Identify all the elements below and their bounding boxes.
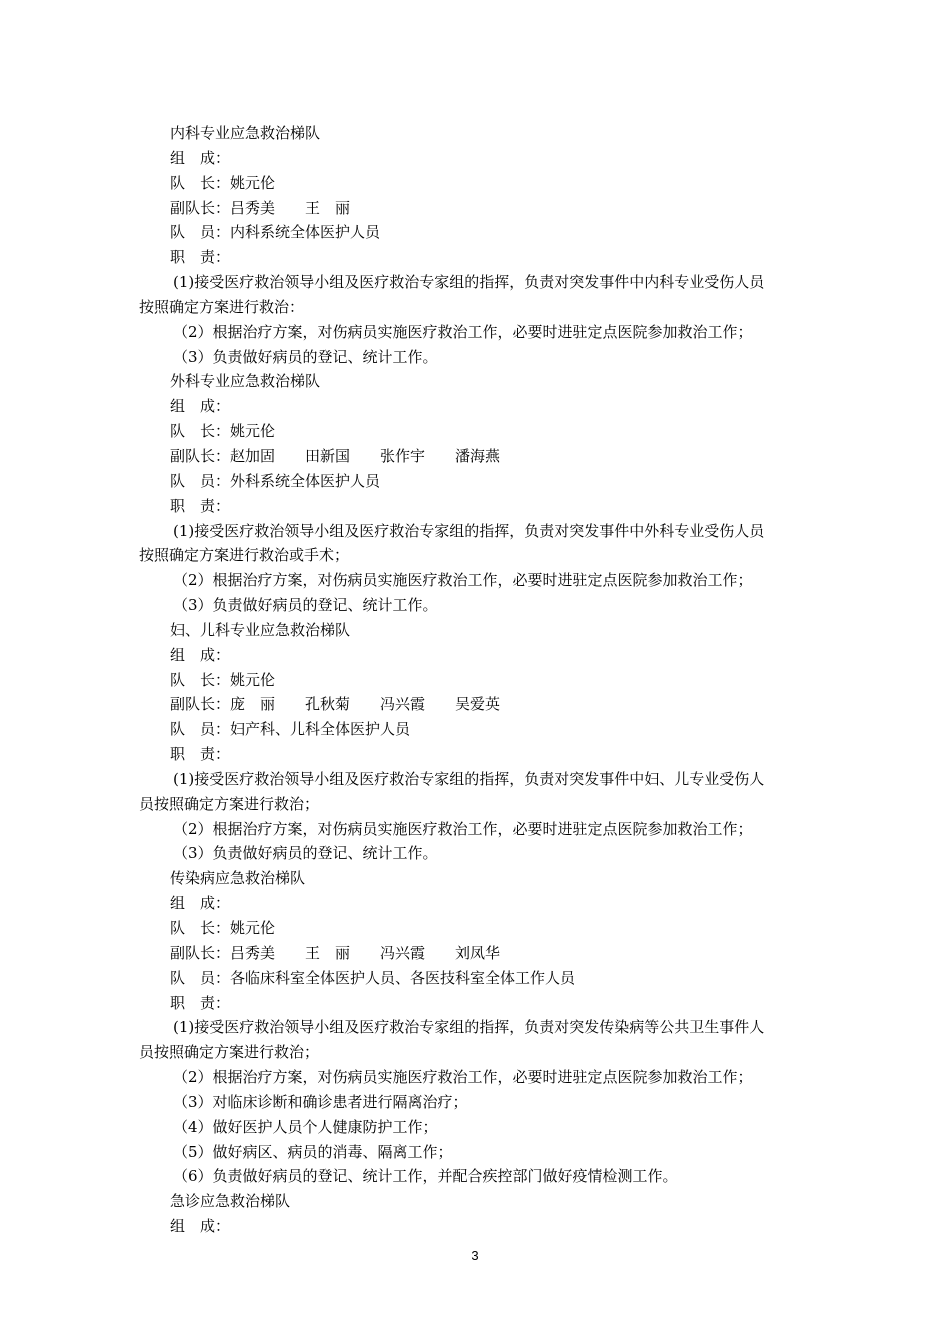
text-line: 外科专业应急救治梯队 xyxy=(170,372,321,391)
text-line: 副队长：吕秀美 王 丽 xyxy=(170,198,351,217)
text-line: （2）根据治疗方案，对伤病员实施医疗救治工作，必要时进驻定点医院参加救治工作； xyxy=(173,571,753,590)
text-line: （5）做好病区、病员的消毒、隔离工作； xyxy=(173,1142,453,1161)
text-line: 副队长：庞 丽 孔秋菊 冯兴霞 吴爱英 xyxy=(170,695,501,714)
text-line: 队 长：姚元伦 xyxy=(170,422,276,441)
text-line: 副队长：赵加固 田新国 张作宇 潘海燕 xyxy=(170,446,501,465)
text-line: 队 员：各临床科室全体医护人员、各医技科室全体工作人员 xyxy=(170,968,576,987)
text-line: (1)接受医疗救治领导小组及医疗救治专家组的指挥，负责对突发事件中妇、儿专业受伤人 xyxy=(173,769,765,788)
text-line: 员按照确定方案进行救治； xyxy=(139,794,320,813)
text-line: （3）负责做好病员的登记、统计工作。 xyxy=(173,844,438,863)
text-line: 队 员：妇产科、儿科全体医护人员 xyxy=(170,720,411,739)
text-line: （3）负责做好病员的登记、统计工作。 xyxy=(173,596,438,615)
document-body xyxy=(137,121,837,1239)
text-line: 按照确定方案进行救治： xyxy=(139,297,305,316)
text-line: （3）负责做好病员的登记、统计工作。 xyxy=(173,347,438,366)
text-line: (1)接受医疗救治领导小组及医疗救治专家组的指挥，负责对突发事件中外科专业受伤人员 xyxy=(173,521,765,540)
text-line: 队 长：姚元伦 xyxy=(170,173,276,192)
text-line: 队 长：姚元伦 xyxy=(170,919,276,937)
text-line: 职 责： xyxy=(170,496,231,515)
text-line: 妇、儿科专业应急救治梯队 xyxy=(170,620,351,639)
text-line: 职 责： xyxy=(170,248,231,267)
text-line: （3）对临床诊断和确诊患者进行隔离治疗； xyxy=(173,1092,468,1111)
text-line: 传染病应急救治梯队 xyxy=(170,869,306,888)
text-line: 职 责： xyxy=(170,745,231,764)
text-line: 按照确定方案进行救治或手术； xyxy=(139,546,350,565)
text-line: 组 成： xyxy=(170,148,231,167)
text-line: （6）负责做好病员的登记、统计工作，并配合疾控部门做好疫情检测工作。 xyxy=(173,1167,678,1186)
text-line: （2）根据治疗方案，对伤病员实施医疗救治工作，必要时进驻定点医院参加救治工作； xyxy=(173,1068,753,1087)
text-line: 急诊应急救治梯队 xyxy=(170,1192,291,1211)
text-line: （2）根据治疗方案，对伤病员实施医疗救治工作，必要时进驻定点医院参加救治工作； xyxy=(173,819,753,838)
text-line: 队 长：姚元伦 xyxy=(170,670,276,689)
text-line: 副队长：吕秀美 王 丽 冯兴霞 刘凤华 xyxy=(170,943,501,962)
text-line: (1)接受医疗救治领导小组及医疗救治专家组的指挥，负责对突发传染病等公共卫生事件人 xyxy=(173,1018,765,1037)
text-line: 组 成： xyxy=(170,894,231,913)
text-line: （4）做好医护人员个人健康防护工作； xyxy=(173,1117,438,1136)
text-line: 组 成： xyxy=(170,1217,231,1236)
text-line: 员按照确定方案进行救治； xyxy=(139,1043,320,1062)
text-line: 内科专业应急救治梯队 xyxy=(170,124,321,142)
text-line: 职 责： xyxy=(170,993,231,1012)
text-line: 队 员：外科系统全体医护人员 xyxy=(170,471,381,490)
page-number: 3 xyxy=(471,1248,479,1263)
text-line: 队 员：内科系统全体医护人员 xyxy=(170,223,381,242)
text-line: （2）根据治疗方案，对伤病员实施医疗救治工作，必要时进驻定点医院参加救治工作； xyxy=(173,322,753,341)
text-line: 组 成： xyxy=(170,397,231,416)
text-line: 组 成： xyxy=(170,645,231,664)
text-line: (1)接受医疗救治领导小组及医疗救治专家组的指挥，负责对突发事件中内科专业受伤人员 xyxy=(173,273,765,292)
